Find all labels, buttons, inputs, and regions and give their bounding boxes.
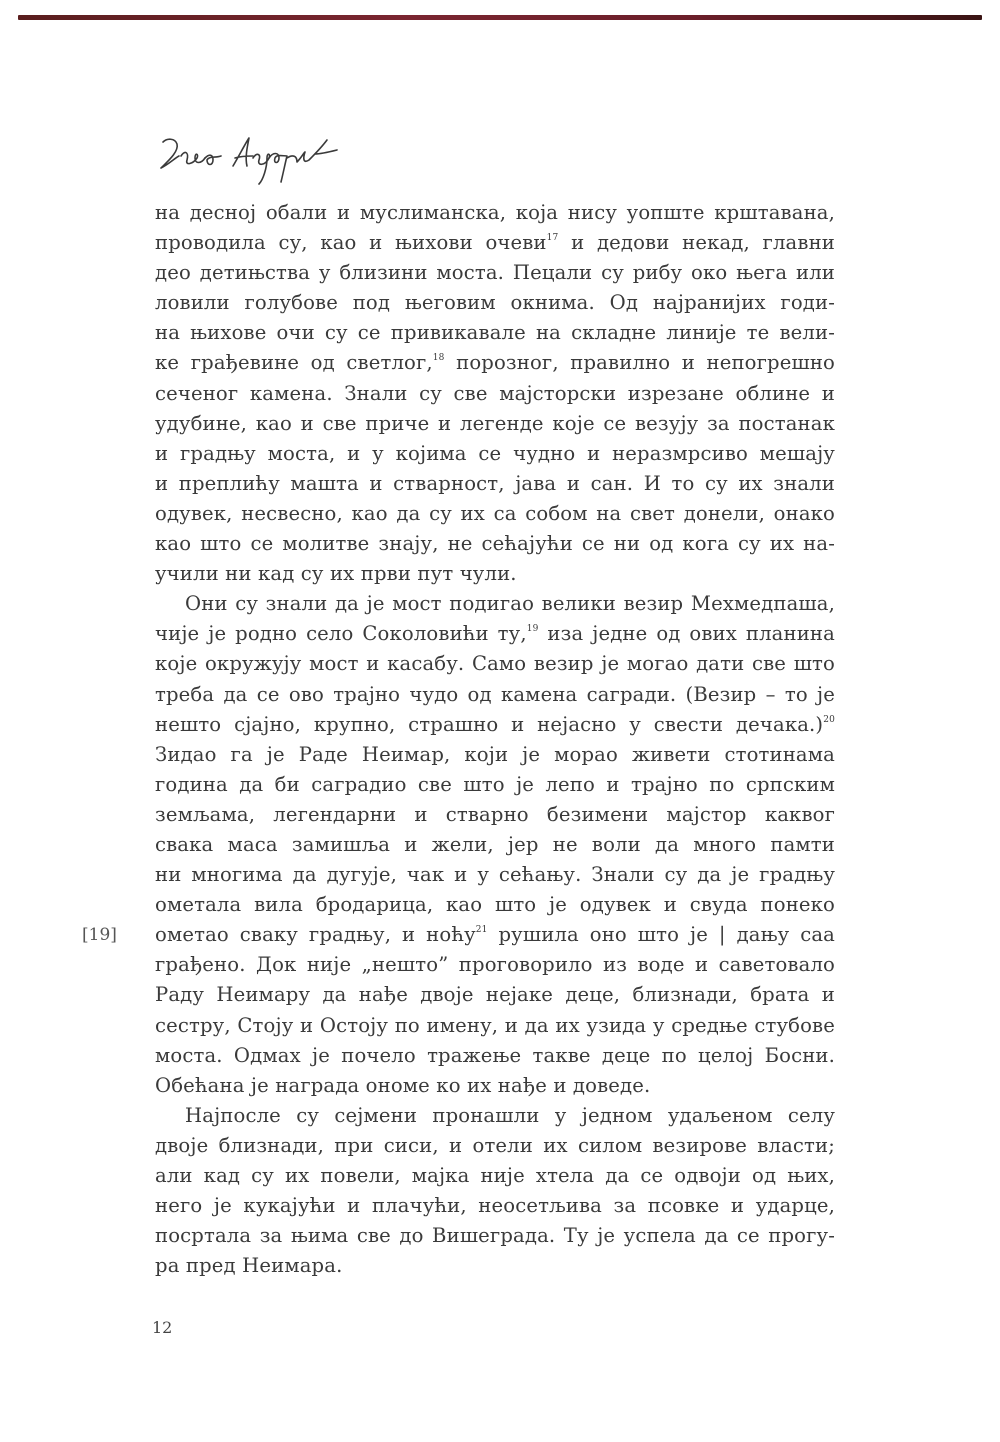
text-line: учили ни кад су их први пут чули. bbox=[155, 562, 517, 586]
margin-page-reference: [19] bbox=[82, 925, 117, 945]
top-decorative-rule bbox=[18, 15, 982, 20]
text-line: и градњу моста, и у којима се чудно и неразмрсиво мешају bbox=[155, 441, 835, 465]
text-line: али кад су их повели, мајка није хтела да се одвоји од њих, bbox=[155, 1164, 835, 1187]
footnote-marker[interactable]: 21 bbox=[475, 925, 488, 936]
signature-handwriting-icon bbox=[155, 128, 345, 188]
text-line: Зидао га је Раде Неимар, који је морао живети стотинама bbox=[155, 742, 835, 766]
page-number: 12 bbox=[152, 1318, 173, 1337]
text-line: нешто сјајно, крупно, страшно и нејасно у свести дечака.)$^{20}$ bbox=[155, 712, 835, 736]
text-line: земљама, легендарни и стварно безимени мајстор каквог bbox=[155, 802, 835, 826]
text-line: година да би саградио све што је лепо и трајно по српским bbox=[155, 772, 835, 796]
text-line: проводила су, као и њихови очеви$^{17}$ и дедови некад, главни bbox=[155, 231, 835, 255]
text-line: ра пред Неимара. bbox=[155, 1254, 343, 1278]
text-line: посртала за њима све до Вишеграда. Ту је успела да се прогу- bbox=[155, 1224, 835, 1248]
footnote-marker[interactable]: 17 bbox=[546, 233, 559, 244]
text-line: ометао сваку градњу, и ноћу$^{21}$ рушила оно што је | дању саа bbox=[155, 923, 836, 947]
text-line: Најпосле су сејмени пронашли у једном удаљеном селу bbox=[185, 1103, 835, 1127]
text-line: Обећана је награда ономе ко их нађе и доведе. bbox=[155, 1073, 651, 1097]
text-line: на њихове очи су се привикавале на складне линије те вели- bbox=[155, 321, 835, 345]
text-line: ометала вила бродарица, као што је одувек и свуда понеко bbox=[155, 893, 835, 917]
author-signature bbox=[155, 128, 345, 188]
text-line: свака маса замишља и жели, јер не воли да много памти bbox=[155, 832, 835, 856]
text-line: и преплићу машта и стварност, јава и сан. И то су их знали bbox=[155, 471, 835, 495]
footnote-marker[interactable]: 19 bbox=[526, 624, 539, 635]
text-line: на десној обали и муслиманска, која нису уопште крштавана, bbox=[155, 201, 835, 224]
text-line: треба да се ово трајно чудо од камена сагради. (Везир – то је bbox=[155, 682, 835, 706]
text-line: моста. Одмах је почело тражење такве деце по целој Босни. bbox=[155, 1043, 835, 1067]
text-line: сестру, Стоју и Остоју по имену, и да их узида у средње стубове bbox=[155, 1013, 835, 1037]
text-line: него је кукајући и плачући, неосетљива за псовке и ударце, bbox=[155, 1194, 835, 1218]
text-line: као што се молитве знају, не сећајући се ни од кога су их на- bbox=[155, 532, 835, 556]
text-line: Раду Неимару да нађе двоје нејаке деце, близнади, брата и bbox=[155, 983, 835, 1007]
text-line: грађено. Док није „нешто” проговорило из воде и саветовало bbox=[155, 953, 835, 977]
footnote-marker[interactable]: 20 bbox=[823, 714, 835, 725]
text-line: ни многима да дугује, чак и у сећању. Знали су да је градњу bbox=[155, 863, 835, 887]
text-line: Они су знали да је мост подигао велики везир Мехмедпаша, bbox=[185, 592, 835, 616]
text-line: двоје близнади, при сиси, и отели их силом везирове власти; bbox=[155, 1133, 835, 1157]
footnote-marker[interactable]: 18 bbox=[432, 353, 445, 364]
text-line: удубине, као и све приче и легенде које се везују за постанак bbox=[155, 411, 835, 435]
text-line: чије је родно село Соколовићи ту,$^{19}$ иза једне од ових планина bbox=[155, 622, 835, 646]
text-line: ловили голубове под његовим окнима. Од најранијих годи- bbox=[155, 291, 835, 315]
text-line: које окружују мост и касабу. Само везир је могао дати све што bbox=[155, 652, 835, 676]
text-line: ке грађевине од светлог,$^{18}$ порозног, правилно и непогрешно bbox=[155, 351, 835, 375]
text-line: одувек, несвесно, као да су их са собом на свет донели, онако bbox=[155, 501, 835, 525]
body-text bbox=[155, 198, 835, 1281]
text-line: сеченог камена. Знали су све мајсторски изрезане облине и bbox=[155, 381, 835, 405]
text-line: део детињства у близини моста. Пецали су рибу око њега или bbox=[155, 261, 835, 285]
